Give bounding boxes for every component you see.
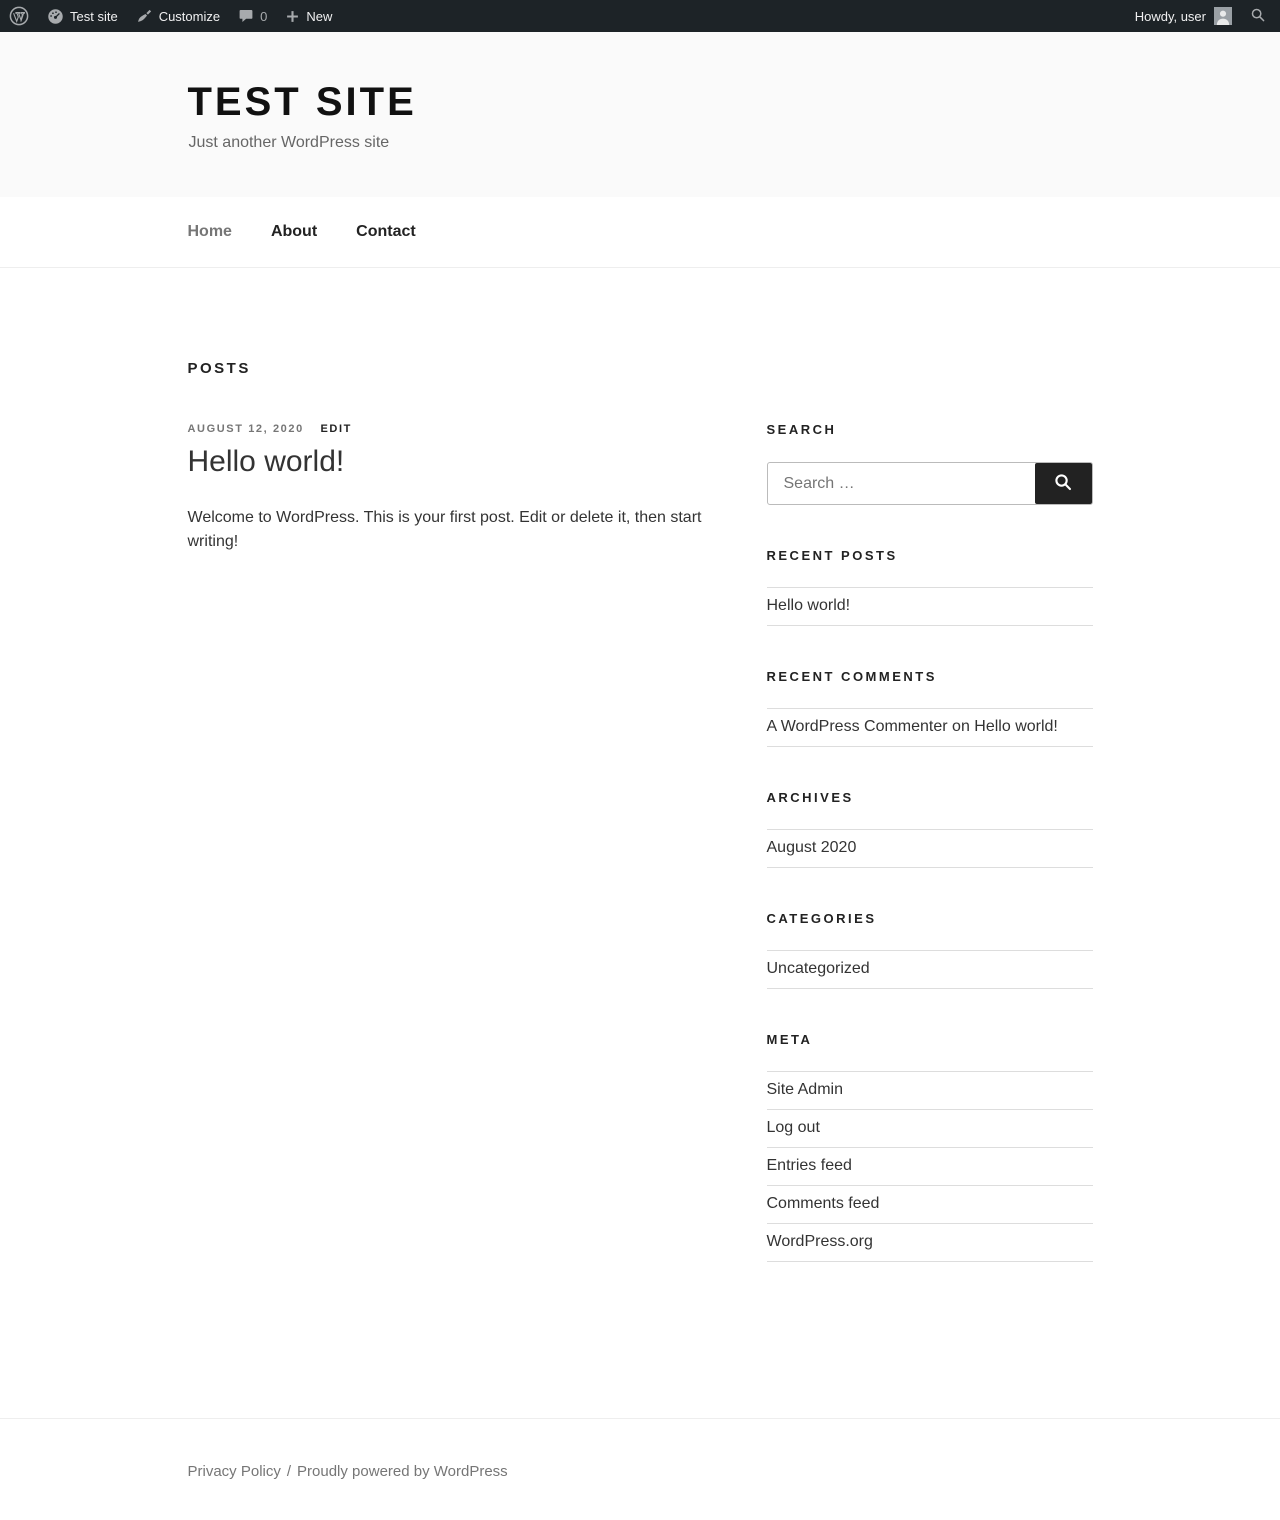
list-item bbox=[767, 1071, 1093, 1110]
site-title-link[interactable]: TEST SITE bbox=[187, 80, 417, 124]
nav-item-about[interactable]: About bbox=[270, 223, 318, 240]
comment-connector: on bbox=[947, 718, 975, 735]
new-label: New bbox=[306, 8, 333, 24]
list-item bbox=[767, 1148, 1093, 1186]
search-widget bbox=[767, 423, 1093, 505]
recent-posts-title: RECENT POSTS bbox=[766, 548, 898, 563]
adminbar-search-button[interactable] bbox=[1240, 0, 1276, 32]
wordpress-logo-menu[interactable] bbox=[0, 0, 38, 32]
list-item bbox=[767, 1224, 1093, 1262]
meta-wordpress-org-link[interactable]: WordPress.org bbox=[766, 1233, 873, 1250]
comment-post-link[interactable]: Hello world! bbox=[974, 718, 1058, 735]
customize-menu[interactable] bbox=[127, 0, 229, 32]
site-name-menu[interactable] bbox=[38, 0, 127, 32]
comment-bubble-icon bbox=[238, 8, 254, 24]
admin-bar-left bbox=[0, 0, 341, 32]
search-form bbox=[767, 462, 1093, 505]
meta-comments-feed-link[interactable]: Comments feed bbox=[766, 1195, 880, 1212]
new-content-menu[interactable] bbox=[276, 0, 341, 32]
list-item bbox=[767, 587, 1093, 626]
search-widget-title: SEARCH bbox=[766, 422, 837, 437]
customize-brush-icon bbox=[136, 8, 153, 25]
site-main bbox=[0, 268, 1280, 1306]
post-article bbox=[188, 423, 713, 554]
list-item bbox=[767, 1186, 1093, 1224]
meta-title: META bbox=[766, 1032, 813, 1047]
categories-widget bbox=[767, 912, 1093, 989]
site-header bbox=[0, 32, 1280, 197]
list-item bbox=[767, 708, 1093, 747]
privacy-policy-link[interactable]: Privacy Policy bbox=[187, 1463, 281, 1480]
meta-widget bbox=[767, 1033, 1093, 1262]
footer-separator: / bbox=[286, 1463, 292, 1480]
comments-count: 0 bbox=[260, 8, 268, 24]
search-icon bbox=[1052, 471, 1074, 496]
meta-log-out-link[interactable]: Log out bbox=[766, 1119, 820, 1136]
customize-label: Customize bbox=[158, 8, 221, 24]
post-edit-link[interactable]: EDIT bbox=[320, 423, 352, 435]
wordpress-logo-icon bbox=[9, 6, 29, 26]
nav-item-contact[interactable]: Contact bbox=[356, 223, 416, 240]
meta-entries-feed-link[interactable]: Entries feed bbox=[766, 1157, 852, 1174]
dashboard-gauge-icon bbox=[47, 8, 64, 25]
list-item bbox=[767, 950, 1093, 989]
main-navigation bbox=[0, 197, 1280, 268]
post-date-link[interactable]: AUGUST 12, 2020 bbox=[187, 423, 304, 435]
list-item bbox=[767, 1110, 1093, 1148]
entry-meta bbox=[188, 423, 713, 435]
plus-icon bbox=[285, 9, 300, 24]
post-title bbox=[188, 444, 713, 480]
list-item bbox=[767, 829, 1093, 868]
site-title bbox=[188, 80, 1093, 125]
powered-by-link[interactable]: Proudly powered by WordPress bbox=[297, 1463, 508, 1480]
recent-comments-title: RECENT COMMENTS bbox=[766, 669, 937, 684]
site-tagline: Just another WordPress site bbox=[188, 134, 390, 151]
post-body: Welcome to WordPress. This is your first post. Edit or delete it, then start writing! bbox=[187, 509, 702, 550]
archives-title: ARCHIVES bbox=[766, 790, 854, 805]
site-footer bbox=[0, 1418, 1280, 1520]
search-submit-button[interactable] bbox=[1035, 463, 1092, 504]
admin-bar-right bbox=[1127, 0, 1280, 32]
admin-bar bbox=[0, 0, 1280, 32]
categories-title: CATEGORIES bbox=[766, 911, 877, 926]
avatar bbox=[1214, 7, 1232, 25]
comments-menu[interactable] bbox=[229, 0, 276, 32]
site-name-label: Test site bbox=[70, 8, 118, 24]
content-column bbox=[188, 423, 713, 554]
page-title: POSTS bbox=[187, 360, 251, 377]
archives-widget bbox=[767, 791, 1093, 868]
meta-site-admin-link[interactable]: Site Admin bbox=[766, 1081, 843, 1098]
recent-posts-widget bbox=[767, 549, 1093, 626]
search-icon bbox=[1250, 7, 1266, 26]
category-link[interactable]: Uncategorized bbox=[766, 960, 870, 977]
archive-link[interactable]: August 2020 bbox=[766, 839, 857, 856]
post-title-link[interactable]: Hello world! bbox=[187, 445, 345, 478]
comment-author-link[interactable]: A WordPress Commenter bbox=[766, 718, 948, 735]
my-account-menu[interactable] bbox=[1127, 7, 1240, 25]
recent-comments-widget bbox=[767, 670, 1093, 747]
howdy-label: Howdy, user bbox=[1134, 8, 1206, 24]
sidebar bbox=[767, 423, 1093, 1306]
nav-item-home[interactable]: Home bbox=[187, 223, 232, 240]
recent-post-link[interactable]: Hello world! bbox=[766, 597, 851, 614]
